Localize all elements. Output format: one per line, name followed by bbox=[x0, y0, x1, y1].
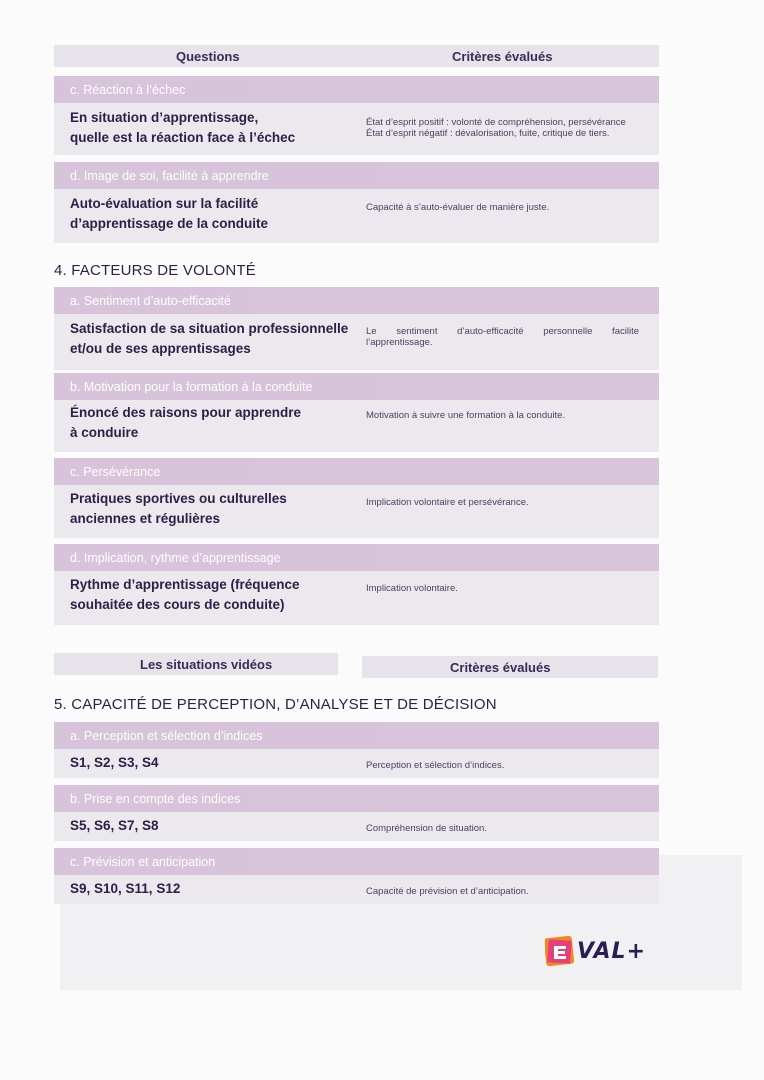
criteria-block bbox=[54, 785, 659, 841]
question-text bbox=[70, 194, 268, 234]
category-bar: c. Réaction à l’échec bbox=[54, 76, 659, 103]
criteria-text bbox=[366, 117, 626, 139]
category-bar: b. Prise en compte des indices bbox=[54, 785, 659, 812]
question-row bbox=[54, 103, 659, 155]
eval-plus-logo bbox=[545, 933, 655, 969]
question-line-2: d’apprentissage de la conduite bbox=[70, 216, 269, 231]
criteria-block bbox=[54, 848, 659, 904]
criteria-text: Capacité à s’auto-évaluer de manière juste. bbox=[366, 202, 550, 213]
category-bar: a. Sentiment d’auto-efficacité bbox=[54, 287, 659, 314]
question-line-1: Énoncé des raisons pour apprendre bbox=[70, 405, 302, 420]
question-line-2: quelle est la réaction face à l’échec bbox=[70, 130, 296, 145]
category-bar: c. Prévision et anticipation bbox=[54, 848, 659, 875]
question-row bbox=[54, 400, 659, 452]
question-text bbox=[70, 108, 295, 148]
question-line-1: En situation d’apprentissage, bbox=[70, 110, 259, 125]
criteria-line-2: l’apprentissage. bbox=[366, 337, 433, 348]
criteria-block bbox=[54, 162, 659, 243]
situation-row bbox=[54, 875, 659, 904]
category-bar: d. Implication, rythme d’apprentissage bbox=[54, 544, 659, 571]
situation-text: S1, S2, S3, S4 bbox=[70, 755, 159, 770]
logo-wordmark: VAL+ bbox=[577, 939, 647, 964]
criteria-text: Implication volontaire et persévérance. bbox=[366, 497, 529, 508]
question-line-1: Auto-évaluation sur la facilité bbox=[70, 196, 259, 211]
situation-text: S5, S6, S7, S8 bbox=[70, 818, 159, 833]
question-text bbox=[70, 403, 301, 443]
criteria-line-1: État d’esprit positif : volonté de compréhension, persévérance bbox=[366, 117, 626, 128]
question-line-2: souhaitée des cours de conduite) bbox=[70, 597, 285, 612]
situation-row bbox=[54, 812, 659, 841]
criteria-block bbox=[54, 287, 659, 370]
table-header bbox=[362, 656, 658, 678]
logo-e-icon bbox=[545, 935, 575, 967]
category-bar: c. Persévérance bbox=[54, 458, 659, 485]
section-title: 5. CAPACITÉ DE PERCEPTION, D’ANALYSE ET DE DÉCISION bbox=[54, 696, 497, 713]
category-bar: d. Image de soi, facilité à apprendre bbox=[54, 162, 659, 189]
table-header bbox=[54, 653, 338, 675]
criteria-block bbox=[54, 722, 659, 778]
situation-row bbox=[54, 749, 659, 778]
table-header bbox=[54, 45, 659, 67]
question-line-1: Satisfaction de sa situation professionnelle bbox=[70, 321, 349, 336]
situation-text: S9, S10, S11, S12 bbox=[70, 881, 181, 896]
criteria-text: Compréhension de situation. bbox=[366, 823, 487, 834]
criteria-block bbox=[54, 373, 659, 452]
criteria-text: Implication volontaire. bbox=[366, 583, 458, 594]
question-line-2: anciennes et régulières bbox=[70, 511, 221, 526]
category-bar: b. Motivation pour la formation à la conduite bbox=[54, 373, 659, 400]
question-text bbox=[70, 575, 300, 615]
criteria-block bbox=[54, 76, 659, 155]
criteria-text: Perception et sélection d’indices. bbox=[366, 760, 505, 771]
header-criteria: Critères évalués bbox=[452, 48, 553, 64]
question-line-2: et/ou de ses apprentissages bbox=[70, 341, 251, 356]
criteria-text: Capacité de prévision et d’anticipation. bbox=[366, 886, 529, 897]
criteria-block bbox=[54, 544, 659, 625]
question-row bbox=[54, 571, 659, 625]
question-text bbox=[70, 319, 348, 359]
section-title: 4. FACTEURS DE VOLONTÉ bbox=[54, 262, 256, 279]
category-bar: a. Perception et sélection d’indices bbox=[54, 722, 659, 749]
criteria-text: Motivation à suivre une formation à la conduite. bbox=[366, 410, 566, 421]
header-questions: Questions bbox=[176, 48, 240, 64]
header-criteria: Critères évalués bbox=[450, 659, 551, 675]
question-line-2: à conduire bbox=[70, 425, 139, 440]
question-line-1: Pratiques sportives ou culturelles bbox=[70, 491, 287, 506]
question-row bbox=[54, 485, 659, 538]
question-row bbox=[54, 189, 659, 243]
criteria-line-1: Le sentiment d’auto-efficacité personnelle facilite bbox=[366, 326, 639, 337]
header-situations: Les situations vidéos bbox=[140, 656, 273, 672]
question-text bbox=[70, 489, 287, 529]
question-row bbox=[54, 314, 659, 370]
criteria-block bbox=[54, 458, 659, 538]
question-line-1: Rythme d’apprentissage (fréquence bbox=[70, 577, 300, 592]
criteria-line-2: État d’esprit négatif : dévalorisation, fuite, critique de tiers. bbox=[366, 128, 610, 139]
criteria-text bbox=[366, 326, 639, 348]
